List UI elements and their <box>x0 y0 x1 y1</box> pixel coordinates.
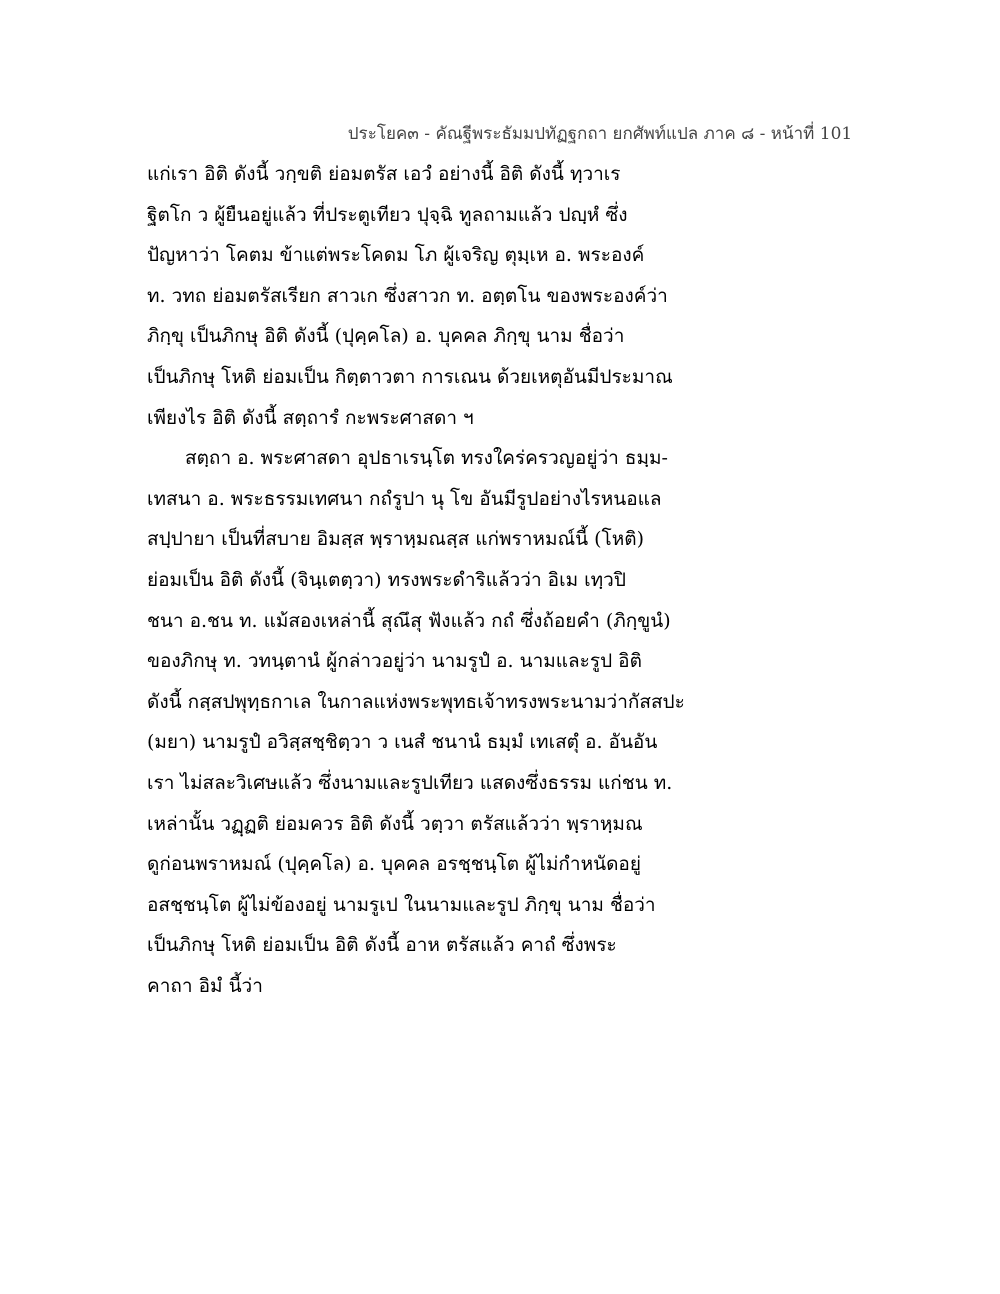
body-text <box>147 158 707 1010</box>
text-line: แก่เรา อิติ ดังนี้ วกฺขติ ย่อมตรัส เอวํ อย่างนี้ อิติ ดังนี้ ทฺวาเร <box>147 163 621 185</box>
text-line: เหล่านั้น วฏฺฏติ ย่อมควร อิติ ดังนี้ วตฺวา ตรัสแล้วว่า พฺราหฺมณ <box>147 812 643 835</box>
text-line: ของภิกษุ ท. วทนฺตานํ ผู้กล่าวอยู่ว่า นามรูปํ อ. นามและรูป อิติ <box>147 650 642 673</box>
text-line: อสชฺชนฺโต ผู้ไม่ข้องอยู่ นามรูเป ในนามและรูป ภิกฺขุ นาม ชื่อว่า <box>147 893 656 916</box>
text-line: คาถา อิมํ นี้ว่า <box>147 974 263 997</box>
paragraph-1 <box>147 158 707 442</box>
text-line: เทสนา อ. พระธรรมเทศนา กถํรูปา นุ โข อันมีรูปอย่างไรหนอแล <box>147 487 662 510</box>
text-line: เป็นภิกษุ โหติ ย่อมเป็น กิตฺตาวตา การเณน ด้วยเหตุอันมีประมาณ <box>147 365 673 388</box>
text-line: (มยา) นามรูปํ อวิสฺสชฺชิตฺวา ว เนสํ ชนานํ ธมฺมํ เทเสตุํ อ. อันอัน <box>147 731 658 754</box>
page-header: ประโยค๓ - คัณฐีพระธัมมปทัฏฐกถา ยกศัพท์แปล ภาค ๘ - หน้าที่ 101 <box>347 124 853 144</box>
text-line: ภิกฺขุ เป็นภิกษุ อิติ ดังนี้ (ปุคฺคโล) อ. บุคคล ภิกฺขุ นาม ชื่อว่า <box>147 325 625 348</box>
text-line: ฐิตโก ว ผู้ยืนอยู่แล้ว ที่ประตูเทียว ปุจฺฉิ ทูลถามแล้ว ปญฺหํ ซึ่ง <box>147 203 628 226</box>
text-line: เรา ไม่สละวิเศษแล้ว ซึ่งนามและรูปเทียว แสดงซึ่งธรรม แก่ชน ท. <box>147 771 673 794</box>
text-line: เพียงไร อิติ ดังนี้ สตฺถารํ กะพระศาสดา ฯ <box>147 406 474 429</box>
text-line: ดูก่อนพราหมณ์ (ปุคฺคโล) อ. บุคคล อรชฺชนฺโต ผู้ไม่กำหนัดอยู่ <box>147 853 641 876</box>
text-line: สปฺปายา เป็นที่สบาย อิมสฺส พฺราหฺมณสฺส แก่พราหมณ์นี้ (โหติ) <box>147 528 645 551</box>
text-line: ดังนี้ กสฺสปพุทฺธกาเล ในกาลแห่งพระพุทธเจ้าทรงพระนามว่ากัสสปะ <box>147 690 685 713</box>
text-line: เป็นภิกษุ โหติ ย่อมเป็น อิติ ดังนี้ อาห ตรัสแล้ว คาถํ ซึ่งพระ <box>147 934 617 957</box>
text-line: ชนา อ.ชน ท. แม้สองเหล่านี้ สุณึสุ ฟังแล้ว กถํ ซึ่งถ้อยคำ (ภิกฺขูนํ) <box>147 609 671 632</box>
paragraph-2 <box>147 442 707 1010</box>
text-line: ย่อมเป็น อิติ ดังนี้ (จินฺเตตฺวา) ทรงพระดำริแล้วว่า อิเม เทฺวปิ <box>147 568 626 591</box>
text-line: ท. วทถ ย่อมตรัสเรียก สาวเก ซึ่งสาวก ท. อตฺตโน ของพระองค์ว่า <box>147 284 668 307</box>
text-line: สตฺถา อ. พระศาสดา อุปธาเรนฺโต ทรงใคร่ครวญอยู่ว่า ธมฺม- <box>185 447 668 470</box>
text-line: ปัญหาว่า โคตม ข้าแต่พระโคดม โภ ผู้เจริญ ตุมฺเห อ. พระองค์ <box>147 244 645 267</box>
